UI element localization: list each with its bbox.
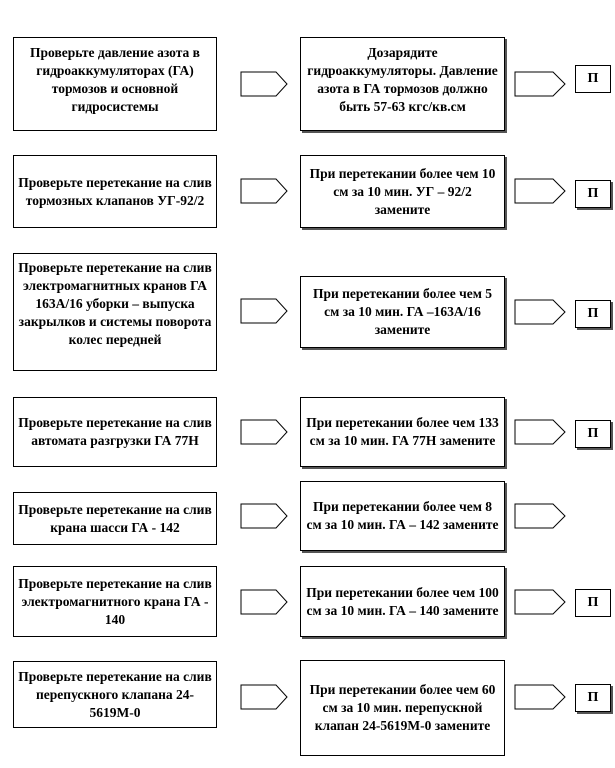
arrow-right-icon [514, 71, 566, 97]
action-box-2 [300, 155, 505, 228]
arrow-right-icon [514, 178, 566, 204]
result-box-4 [575, 420, 611, 448]
arrow-right-icon [240, 419, 288, 445]
arrow-right-icon [240, 178, 288, 204]
check-box-6 [13, 566, 217, 637]
result-box-2 [575, 180, 611, 208]
result-text-3: П [587, 306, 599, 321]
check-box-2 [13, 155, 217, 228]
action-box-7 [300, 660, 505, 756]
arrow-right-icon [514, 299, 566, 325]
result-text-4: П [587, 426, 599, 441]
action-text-2: При перетекании более чем 10 см за 10 мин. УГ – 92/2 замените [309, 165, 496, 217]
action-text-3: При перетекании более чем 5 см за 10 мин. ГА –163А/16 замените [312, 286, 493, 337]
result-text-2: П [587, 186, 599, 201]
arrow-right-icon [240, 298, 288, 324]
check-text-2: Проверьте перетекание на слив тормозных клапанов УГ-92/2 [18, 174, 212, 208]
arrow-right-icon [514, 503, 566, 529]
result-box-3 [575, 300, 611, 328]
action-text-6: При перетекании более чем 100 см за 10 мин. ГА – 140 замените [306, 584, 499, 618]
arrow-right-icon [240, 589, 288, 615]
check-text-6: Проверьте перетекание на слив электромагнитного крана ГА - 140 [18, 575, 212, 627]
arrow-right-icon [514, 684, 566, 710]
action-box-4 [300, 397, 505, 467]
action-text-4: При перетекании более чем 133 см за 10 мин. ГА 77Н замените [306, 415, 499, 448]
check-text-4: Проверьте перетекание на слив автомата разгрузки ГА 77Н [18, 415, 212, 448]
result-text-5 [575, 505, 611, 533]
action-box-6 [300, 566, 505, 637]
check-box-7 [13, 661, 217, 728]
result-box-7 [575, 684, 611, 712]
action-box-3 [300, 276, 505, 348]
arrow-right-icon [240, 684, 288, 710]
result-box-6 [575, 589, 611, 617]
result-text-1: П [587, 71, 599, 86]
check-text-3: Проверьте перетекание на слив электромагнитных кранов ГА 163А/16 уборки – выпуска закрылков и системы поворота колес передней [18, 260, 212, 347]
check-box-5 [13, 492, 217, 545]
arrow-right-icon [240, 71, 288, 97]
action-box-5 [300, 481, 505, 551]
check-text-7: Проверьте перетекание на слив перепускного клапана 24-5619М-0 [18, 668, 212, 720]
result-text-7: П [587, 690, 599, 705]
check-box-4 [13, 397, 217, 467]
action-text-7: При перетекании более чем 60 см за 10 мин. перепускной клапан 24-5619М-0 замените [309, 682, 496, 733]
arrow-right-icon [240, 503, 288, 529]
check-box-3 [13, 253, 217, 371]
action-text-1: Дозарядите гидроаккумуляторы. Давление азота в ГА тормозов должно быть 57-63 кгс/кв.см [307, 45, 498, 114]
action-text-5: При перетекании более чем 8 см за 10 мин. ГА – 142 замените [306, 499, 499, 532]
result-box-1 [575, 65, 611, 93]
check-box-1 [13, 37, 217, 131]
result-text-6: П [587, 595, 599, 610]
check-text-1: Проверьте давление азота в гидроаккумуляторах (ГА) тормозов и основной гидросистемы [30, 45, 200, 114]
check-text-5: Проверьте перетекание на слив крана шасси ГА - 142 [18, 501, 212, 535]
action-box-1 [300, 37, 505, 131]
arrow-right-icon [514, 589, 566, 615]
arrow-right-icon [514, 419, 566, 445]
